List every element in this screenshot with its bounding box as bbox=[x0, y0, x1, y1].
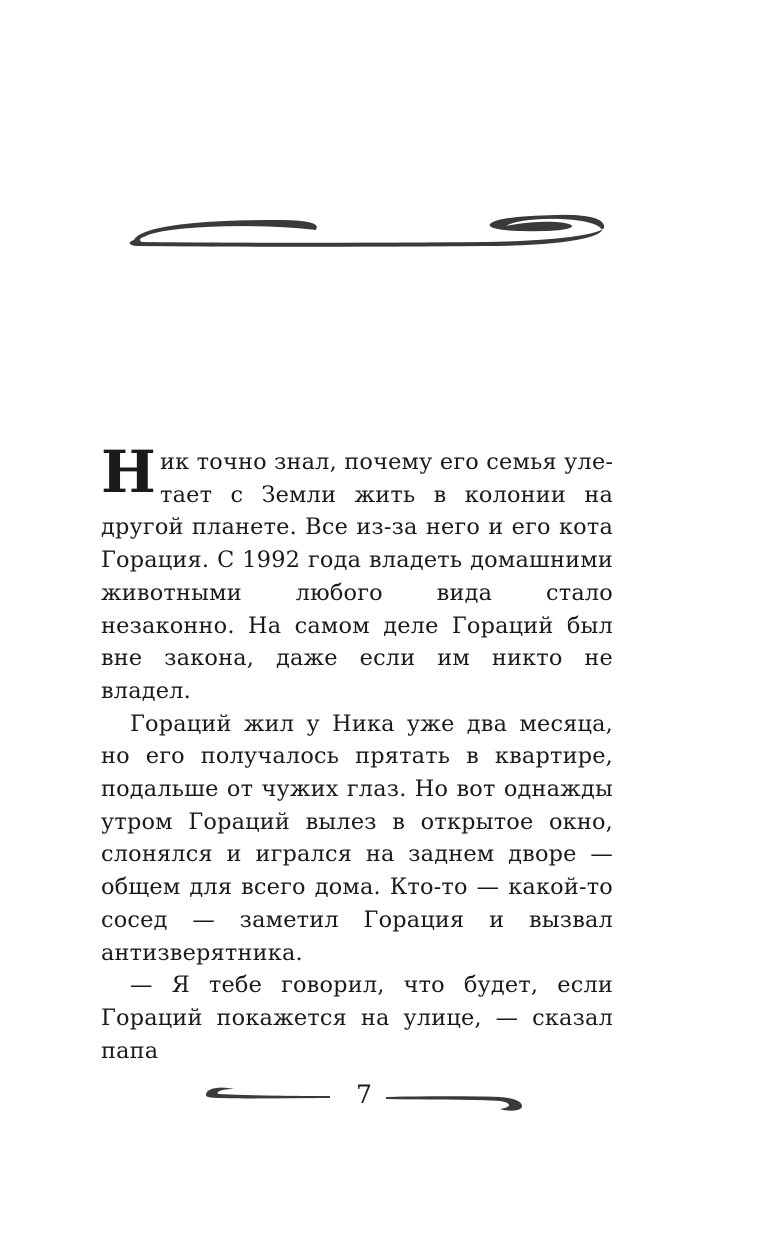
paragraph-2: Гораций жил у Ника уже два месяца, но его получалось прятать в квартире, подальше от чужих глаз. Но вот однажды утром Гораций вылез в открытое окно, слонялся и игрался на заднем дворе — общем для всего дома. Кто-то — какой-то сосед — заметил Горация и вызвал антизверятника. bbox=[101, 710, 613, 966]
page-footer bbox=[200, 1076, 528, 1116]
paragraph-1 bbox=[101, 438, 613, 708]
page-number: 7 bbox=[356, 1080, 372, 1109]
drop-cap: Н bbox=[101, 438, 156, 506]
decorative-swash-icon bbox=[126, 206, 610, 250]
paragraph-1-text: ик точно знал, почему его семья улетает с Земли жить в колонии на другой планете. Все из-за него и его кота Горация. С 1992 года владеть домашними животными любого вида стало незаконно. На самом деле Гораций был вне закона, даже если им никто не владел. bbox=[101, 449, 613, 704]
chapter-text bbox=[101, 438, 613, 1067]
paragraph-3: — Я тебе говорил, что будет, если Гораций покажется на улице, — сказал папа bbox=[101, 972, 613, 1064]
